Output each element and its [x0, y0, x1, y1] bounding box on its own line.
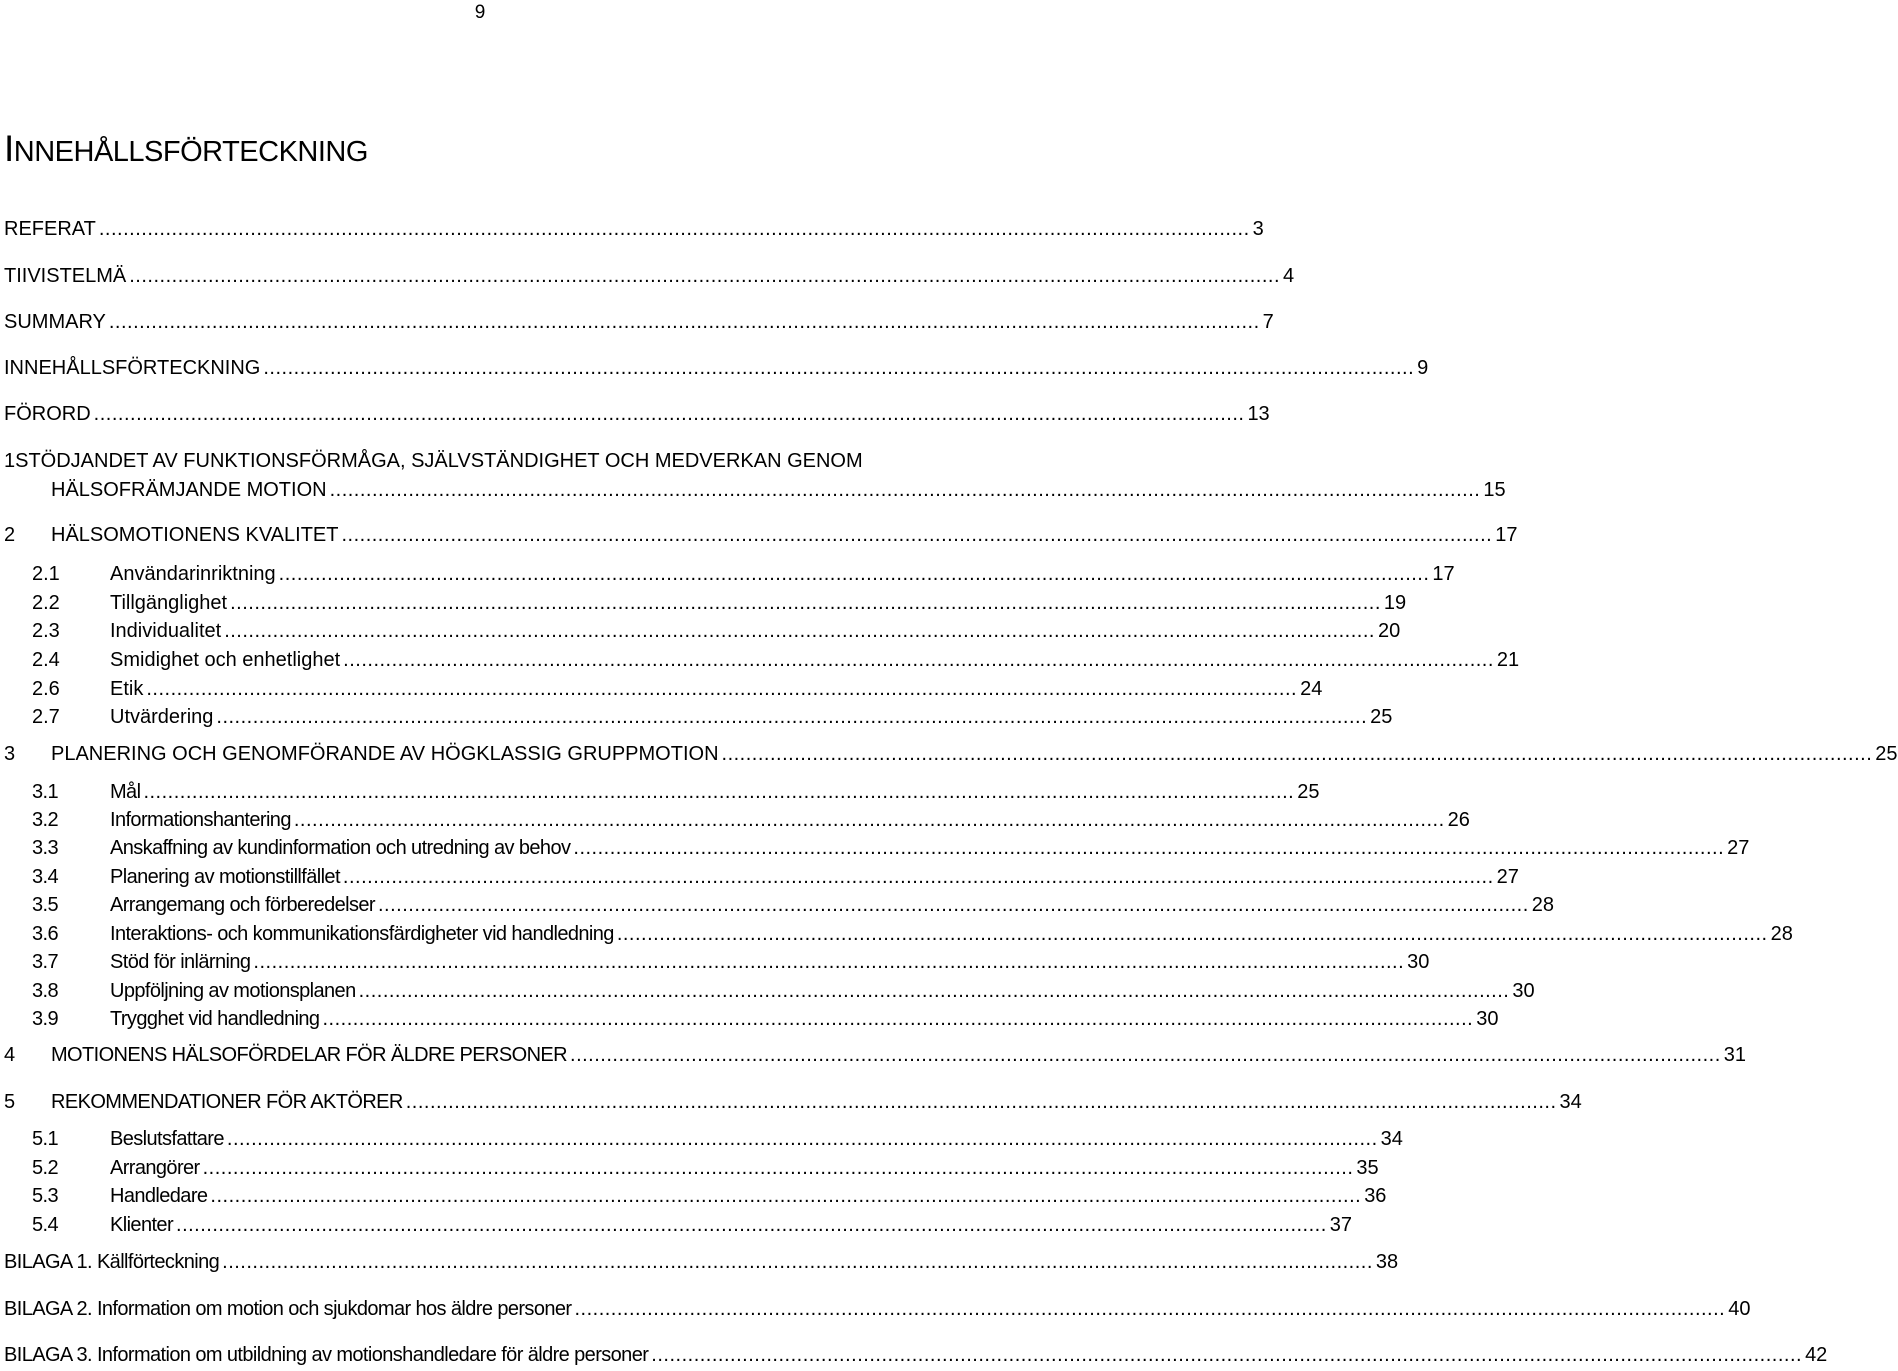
toc-entry-number: 5.2 — [32, 1157, 59, 1179]
toc-entry[interactable] — [32, 892, 1554, 918]
toc-entry[interactable] — [4, 263, 1295, 289]
toc-entry[interactable] — [4, 401, 1270, 427]
toc-entry-page: 42 — [1805, 1344, 1828, 1366]
toc-leader-dots: .............................................................................................................................................................................................. — [570, 1044, 1721, 1066]
toc-entry-label: Individualitet — [110, 620, 222, 642]
toc-entry-label: Informationshantering — [110, 809, 291, 831]
toc-leader-dots: .............................................................................................................................................................................................. — [293, 809, 1445, 831]
toc-entry-label: Användarinriktning — [110, 563, 276, 585]
toc-entry-page: 24 — [1300, 678, 1323, 700]
toc-leader-dots: .............................................................................................................................................................................................. — [341, 524, 1493, 546]
toc-leader-dots: .............................................................................................................................................................................................. — [226, 1128, 1378, 1150]
toc-entry-label: Utvärdering — [110, 706, 214, 728]
toc-entry-page: 37 — [1329, 1214, 1353, 1236]
toc-entry-label: SUMMARY — [4, 311, 106, 333]
toc-leader-dots: .............................................................................................................................................................................................. — [573, 837, 1725, 859]
toc-entry-number: 2.4 — [32, 649, 60, 671]
toc-entry[interactable] — [32, 618, 1401, 644]
toc-entry-number: 3.3 — [32, 837, 59, 859]
toc-leader-dots: .............................................................................................................................................................................................. — [358, 980, 1510, 1002]
toc-entry-number: 3.6 — [32, 923, 59, 945]
toc-entry[interactable] — [4, 1249, 1399, 1275]
toc-entry-number: 2.7 — [32, 706, 60, 728]
toc-entry-number: 5.3 — [32, 1185, 59, 1207]
toc-entry[interactable] — [4, 741, 1898, 767]
toc-leader-dots: .............................................................................................................................................................................................. — [108, 311, 1260, 333]
toc-entry[interactable] — [4, 355, 1429, 381]
toc-leader-dots: .............................................................................................................................................................................................. — [651, 1344, 1803, 1366]
toc-leader-dots: .............................................................................................................................................................................................. — [98, 218, 1250, 240]
toc-leader-dots: .............................................................................................................................................................................................. — [322, 1008, 1474, 1030]
toc-entry-label: Arrangemang och förberedelser — [110, 894, 375, 916]
toc-leader-dots: .............................................................................................................................................................................................. — [93, 403, 1245, 425]
toc-entry-number: 5 — [4, 1091, 15, 1113]
toc-leader-dots: .............................................................................................................................................................................................. — [224, 620, 1375, 642]
toc-entry-page: 31 — [1723, 1044, 1747, 1066]
toc-entry[interactable] — [32, 779, 1320, 805]
page-title-rest: NNEHÅLLSFÖRTECKNING — [13, 136, 368, 168]
toc-entry-page: 7 — [1262, 311, 1274, 333]
toc-entry-page: 20 — [1377, 620, 1401, 642]
toc-entry-page: 30 — [1407, 951, 1430, 973]
toc-entry-number: 2.6 — [32, 678, 60, 700]
toc-entry[interactable] — [32, 835, 1750, 861]
toc-leader-dots: .............................................................................................................................................................................................. — [377, 894, 1529, 916]
toc-entry-number: 5.1 — [32, 1128, 59, 1150]
toc-leader-dots: .............................................................................................................................................................................................. — [343, 649, 1494, 671]
toc-entry-number: 3.7 — [32, 951, 59, 973]
toc-entry[interactable] — [32, 590, 1407, 616]
toc-entry[interactable] — [4, 1296, 1751, 1322]
toc-entry-number: 3.5 — [32, 894, 59, 916]
toc-leader-dots: .............................................................................................................................................................................................. — [405, 1091, 1557, 1113]
toc-entry-label: BILAGA 3. Information om utbildning av motionshandledare för äldre personer — [4, 1344, 649, 1366]
toc-leader-dots: .............................................................................................................................................................................................. — [329, 479, 1481, 501]
page-number: 9 — [474, 2, 486, 23]
toc-entry-label: TIIVISTELMÄ — [4, 265, 127, 287]
toc-entry-page: 34 — [1380, 1128, 1403, 1150]
page-title-initial: I — [4, 128, 14, 169]
toc-entry[interactable] — [4, 216, 1264, 242]
toc-entry-number: 2 — [4, 524, 16, 546]
toc-leader-dots: .............................................................................................................................................................................................. — [230, 592, 1381, 614]
toc-entry[interactable] — [4, 522, 1518, 548]
toc-entry[interactable] — [4, 1342, 1828, 1368]
toc-entry-page: 17 — [1495, 524, 1518, 546]
toc-entry-number: 5.4 — [32, 1214, 59, 1236]
toc-entry[interactable] — [32, 949, 1430, 975]
toc-entry-page: 13 — [1247, 403, 1270, 425]
toc-entry-label: Planering av motionstillfället — [110, 866, 340, 888]
toc-entry-label: Interaktions- och kommunikationsfärdigheter vid handledning — [110, 923, 614, 945]
toc-entry-number: 2.3 — [32, 620, 60, 642]
toc-leader-dots: .............................................................................................................................................................................................. — [222, 1251, 1373, 1273]
toc-leader-dots: .............................................................................................................................................................................................. — [202, 1157, 1354, 1179]
toc-entry[interactable] — [32, 978, 1535, 1004]
toc-entry-page: 38 — [1375, 1251, 1399, 1273]
toc-entry-label: STÖDJANDET AV FUNKTIONSFÖRMÅGA, SJÄLVSTÄNDIGHET OCH MEDVERKAN GENOM — [15, 450, 863, 472]
toc-entry[interactable] — [32, 807, 1470, 833]
toc-entry[interactable] — [32, 1126, 1403, 1152]
toc-entry-page: 3 — [1252, 218, 1264, 240]
toc-entry[interactable] — [4, 1089, 1582, 1115]
toc-entry-label: MOTIONENS HÄLSOFÖRDELAR FÖR ÄLDRE PERSONER — [51, 1044, 568, 1066]
toc-entry-label: Mål — [110, 781, 141, 803]
toc-entry[interactable] — [32, 1155, 1379, 1181]
toc-entry[interactable] — [32, 561, 1455, 587]
toc-entry-number: 3.9 — [32, 1008, 59, 1030]
toc-entry[interactable] — [32, 1212, 1353, 1238]
toc-entry-page: 21 — [1496, 649, 1520, 671]
toc-entry-label: HÄLSOMOTIONENS KVALITET — [51, 524, 339, 546]
toc-entry-page: 26 — [1447, 809, 1470, 831]
toc-entry-page: 30 — [1476, 1008, 1499, 1030]
toc-entry-label: Klienter — [110, 1214, 174, 1236]
toc-entry-page: 19 — [1383, 592, 1407, 614]
toc-entry-number: 2.2 — [32, 592, 60, 614]
toc-leader-dots: .............................................................................................................................................................................................. — [342, 866, 1494, 888]
toc-entry-label: Beslutsfattare — [110, 1128, 224, 1150]
toc-entry-label: INNEHÅLLSFÖRTECKNING — [4, 357, 261, 379]
toc-entry[interactable] — [32, 921, 1793, 947]
toc-entry[interactable] — [32, 1183, 1387, 1209]
toc-entry-number: 1 — [4, 450, 16, 472]
toc-entry-continuation[interactable] — [51, 477, 1506, 503]
toc-entry-label: Anskaffning av kundinformation och utredning av behov — [110, 837, 571, 859]
toc-entry[interactable] — [32, 704, 1393, 730]
toc-entry-page: 40 — [1728, 1298, 1751, 1320]
toc-entry[interactable] — [32, 864, 1519, 890]
toc-entry-page: 36 — [1364, 1185, 1387, 1207]
toc-leader-dots: .............................................................................................................................................................................................. — [143, 781, 1295, 803]
toc-entry-label: Handledare — [110, 1185, 208, 1207]
page-title — [4, 128, 368, 170]
toc-leader-dots: .............................................................................................................................................................................................. — [253, 951, 1405, 973]
toc-entry-label: Uppföljning av motionsplanen — [110, 980, 356, 1002]
toc-entry-page: 4 — [1283, 265, 1295, 287]
toc-entry-page: 25 — [1297, 781, 1320, 803]
toc-entry-number: 3.4 — [32, 866, 59, 888]
toc-entry-label: BILAGA 2. Information om motion och sjukdomar hos äldre personer — [4, 1298, 572, 1320]
toc-entry[interactable] — [32, 676, 1323, 702]
toc-entry-label: FÖRORD — [4, 403, 91, 425]
toc-entry-label: REFERAT — [4, 218, 96, 240]
toc-entry-page: 28 — [1531, 894, 1554, 916]
toc-entry-label: REKOMMENDATIONER FÖR AKTÖRER — [51, 1091, 403, 1113]
toc-leader-dots: .............................................................................................................................................................................................. — [278, 563, 1430, 585]
toc-entry-label: Trygghet vid handledning — [110, 1008, 320, 1030]
toc-entry-page: 17 — [1432, 563, 1455, 585]
toc-entry-page: 27 — [1727, 837, 1750, 859]
toc-entry-label: Arrangörer — [110, 1157, 200, 1179]
toc-leader-dots: .............................................................................................................................................................................................. — [176, 1214, 1327, 1236]
toc-leader-dots: .............................................................................................................................................................................................. — [210, 1185, 1362, 1207]
toc-entry-label: Stöd för inlärning — [110, 951, 251, 973]
toc-entry-label: BILAGA 1. Källförteckning — [4, 1251, 220, 1273]
toc-entry-page: 30 — [1512, 980, 1535, 1002]
toc-entry-number: 3 — [4, 743, 16, 765]
toc-entry-label-continuation: HÄLSOFRÄMJANDE MOTION — [51, 479, 327, 501]
toc-entry[interactable] — [32, 1006, 1499, 1032]
toc-entry[interactable] — [4, 1042, 1747, 1068]
toc-leader-dots: .............................................................................................................................................................................................. — [263, 357, 1415, 379]
toc-entry-number: 3.2 — [32, 809, 59, 831]
toc-entry[interactable] — [4, 448, 863, 474]
toc-entry[interactable] — [32, 647, 1520, 673]
toc-entry[interactable] — [4, 309, 1274, 335]
toc-entry-label: Tillgänglighet — [110, 592, 228, 614]
toc-leader-dots: .............................................................................................................................................................................................. — [616, 923, 1768, 945]
toc-entry-label: Smidighet och enhetlighet — [110, 649, 341, 671]
toc-entry-page: 27 — [1496, 866, 1519, 888]
toc-entry-page: 35 — [1356, 1157, 1379, 1179]
toc-entry-page: 25 — [1370, 706, 1393, 728]
toc-entry-page: 9 — [1417, 357, 1429, 379]
toc-entry-number: 4 — [4, 1044, 15, 1066]
toc-leader-dots: .............................................................................................................................................................................................. — [129, 265, 1281, 287]
toc-entry-page: 15 — [1483, 479, 1506, 501]
toc-entry-page: 28 — [1770, 923, 1793, 945]
toc-leader-dots: .............................................................................................................................................................................................. — [721, 743, 1873, 765]
toc-leader-dots: .............................................................................................................................................................................................. — [574, 1298, 1726, 1320]
toc-entry-label: Etik — [110, 678, 144, 700]
toc-entry-number: 3.1 — [32, 781, 59, 803]
toc-leader-dots: .............................................................................................................................................................................................. — [146, 678, 1298, 700]
toc-entry-number: 3.8 — [32, 980, 59, 1002]
toc-entry-page: 34 — [1559, 1091, 1582, 1113]
toc-leader-dots: .............................................................................................................................................................................................. — [216, 706, 1368, 728]
toc-entry-page: 25 — [1875, 743, 1898, 765]
toc-entry-label: PLANERING OCH GENOMFÖRANDE AV HÖGKLASSIG GRUPPMOTION — [51, 743, 719, 765]
toc-entry-number: 2.1 — [32, 563, 60, 585]
